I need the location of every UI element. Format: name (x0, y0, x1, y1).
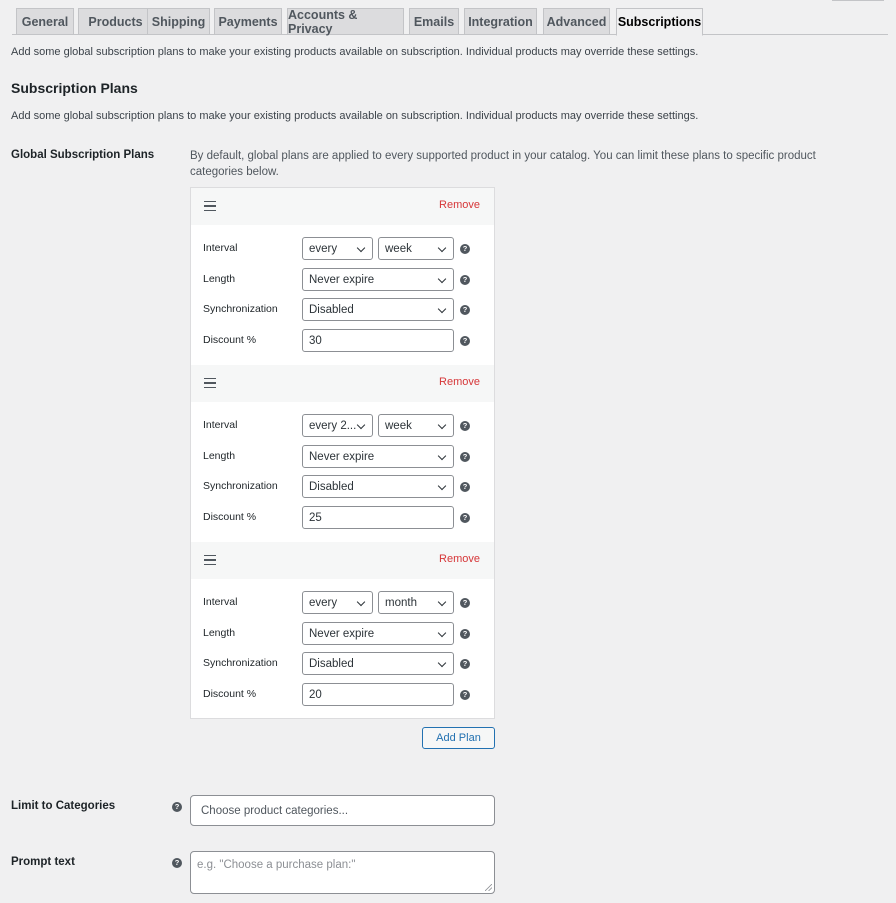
help-icon[interactable]: ? (460, 513, 470, 523)
chevron-down-icon (438, 275, 446, 283)
discount-input[interactable]: 20 (302, 683, 454, 706)
global-plans-label: Global Subscription Plans (11, 149, 155, 161)
drag-handle-icon[interactable] (204, 201, 216, 211)
section-title: Subscription Plans (11, 80, 138, 96)
discount-input[interactable]: 25 (302, 506, 454, 529)
tab-subscriptions[interactable]: Subscriptions (616, 8, 703, 36)
length-label: Length (203, 450, 236, 462)
interval-every-select[interactable]: every (302, 237, 373, 260)
plans-list (190, 187, 495, 719)
prompt-text-label: Prompt text (11, 856, 75, 868)
section-description: Add some global subscription plans to make your existing products available on subscription. Individual products may override these settings. (11, 110, 699, 122)
discount-label: Discount % (203, 688, 257, 700)
interval-label: Interval (203, 596, 238, 608)
interval-period-select[interactable]: week (378, 414, 454, 437)
chevron-down-icon (357, 244, 365, 252)
help-icon[interactable]: ? (460, 690, 470, 700)
plan-header (191, 365, 494, 402)
synchronization-select[interactable]: Disabled (302, 298, 454, 321)
discount-label: Discount % (203, 334, 257, 346)
help-icon[interactable]: ? (460, 305, 470, 315)
synchronization-select[interactable]: Disabled (302, 652, 454, 675)
chevron-down-icon (438, 659, 446, 667)
plan-header (191, 542, 494, 579)
length-label: Length (203, 273, 236, 285)
settings-tabs (12, 8, 888, 35)
length-label: Length (203, 627, 236, 639)
help-icon[interactable]: ? (172, 802, 182, 812)
chevron-down-icon (438, 305, 446, 313)
help-icon[interactable]: ? (460, 421, 470, 431)
chevron-down-icon (438, 629, 446, 637)
tab-products[interactable]: Products (78, 8, 153, 35)
tab-general[interactable]: General (16, 8, 74, 35)
remove-plan-button[interactable]: Remove (439, 199, 480, 211)
discount-label: Discount % (203, 511, 257, 523)
plan-item (191, 365, 494, 542)
help-icon[interactable]: ? (460, 275, 470, 285)
discount-input[interactable]: 30 (302, 329, 454, 352)
chevron-down-icon (438, 452, 446, 460)
tab-payments[interactable]: Payments (214, 8, 282, 35)
add-plan-button[interactable]: Add Plan (422, 727, 495, 749)
top-right-button-edge (832, 0, 884, 1)
interval-period-select[interactable]: week (378, 237, 454, 260)
interval-every-select[interactable]: every 2... (302, 414, 373, 437)
length-select[interactable]: Never expire (302, 622, 454, 645)
synchronization-label: Synchronization (203, 303, 278, 315)
chevron-down-icon (438, 244, 446, 252)
limit-categories-label: Limit to Categories (11, 800, 116, 812)
help-icon[interactable]: ? (460, 452, 470, 462)
chevron-down-icon (438, 598, 446, 606)
interval-label: Interval (203, 419, 238, 431)
chevron-down-icon (357, 598, 365, 606)
plan-header (191, 188, 494, 225)
remove-plan-button[interactable]: Remove (439, 553, 480, 565)
drag-handle-icon[interactable] (204, 378, 216, 388)
help-icon[interactable]: ? (460, 629, 470, 639)
synchronization-label: Synchronization (203, 657, 278, 669)
chevron-down-icon (357, 421, 365, 429)
help-icon[interactable]: ? (460, 659, 470, 669)
tab-advanced[interactable]: Advanced (543, 8, 610, 35)
tab-shipping[interactable]: Shipping (147, 8, 210, 35)
interval-every-select[interactable]: every (302, 591, 373, 614)
help-icon[interactable]: ? (172, 858, 182, 868)
prompt-text-textarea[interactable] (190, 851, 495, 894)
tab-accounts-privacy[interactable]: Accounts & Privacy (287, 8, 404, 35)
help-icon[interactable]: ? (460, 598, 470, 608)
global-plans-description: By default, global plans are applied to every supported product in your catalog. You can limit these plans to specific product categories below. (190, 150, 816, 178)
remove-plan-button[interactable]: Remove (439, 376, 480, 388)
help-icon[interactable]: ? (460, 336, 470, 346)
synchronization-select[interactable]: Disabled (302, 475, 454, 498)
resize-handle-icon[interactable] (485, 884, 492, 891)
length-select[interactable]: Never expire (302, 268, 454, 291)
length-select[interactable]: Never expire (302, 445, 454, 468)
help-icon[interactable]: ? (460, 482, 470, 492)
drag-handle-icon[interactable] (204, 555, 216, 565)
interval-period-select[interactable]: month (378, 591, 454, 614)
chevron-down-icon (438, 482, 446, 490)
interval-label: Interval (203, 242, 238, 254)
prompt-placeholder: e.g. "Choose a purchase plan:" (197, 859, 356, 871)
synchronization-label: Synchronization (203, 480, 278, 492)
help-icon[interactable]: ? (460, 244, 470, 254)
plan-item (191, 542, 494, 719)
plan-item (191, 188, 494, 365)
categories-select-input[interactable]: Choose product categories... (190, 795, 495, 826)
chevron-down-icon (438, 421, 446, 429)
tab-integration[interactable]: Integration (464, 8, 537, 35)
tab-emails[interactable]: Emails (409, 8, 459, 35)
intro-description: Add some global subscription plans to make your existing products available on subscription. Individual products may override these settings. (11, 46, 699, 58)
